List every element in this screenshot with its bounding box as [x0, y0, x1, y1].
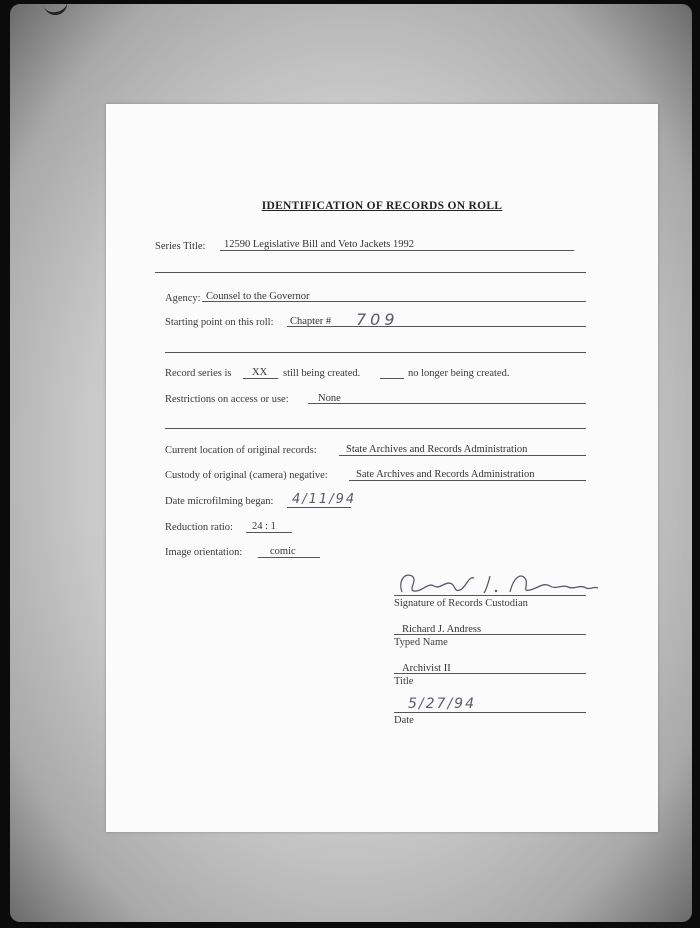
starting-point-line-2 [165, 352, 586, 353]
form-heading: IDENTIFICATION OF RECORDS ON ROLL [261, 200, 503, 212]
date-began-handwritten: 4/11/94 [292, 492, 357, 507]
custody-line [349, 480, 586, 481]
restrictions-value: None [318, 393, 341, 404]
typed-name-label: Typed Name [394, 637, 448, 648]
record-series-still-line [243, 378, 278, 379]
orientation-line [258, 557, 320, 558]
record-series-still-label: still being created. [283, 368, 361, 379]
reduction-value: 24 : 1 [252, 521, 276, 532]
custody-value: Sate Archives and Records Administration [356, 469, 535, 480]
date-began-line [287, 507, 351, 508]
current-location-line [339, 455, 586, 456]
current-location-label: Current location of original records: [165, 445, 317, 456]
restrictions-line-2 [165, 428, 586, 429]
record-series-label: Record series is [165, 368, 232, 379]
agency-label: Agency: [165, 293, 201, 304]
reduction-line [246, 532, 292, 533]
agency-line [202, 301, 586, 302]
starting-point-label: Starting point on this roll: [165, 317, 274, 328]
orientation-value: comic [270, 546, 296, 557]
series-title-label: Series Title: [155, 241, 206, 252]
date-handwritten: 5/27/94 [408, 696, 476, 712]
current-location-value: State Archives and Records Administration [346, 444, 528, 455]
title-label: Title [394, 676, 414, 687]
signature-line [394, 595, 586, 596]
custody-label: Custody of original (camera) negative: [165, 470, 328, 481]
record-series-no-longer-line [380, 378, 404, 379]
title-line [394, 673, 586, 674]
restrictions-line [308, 403, 586, 404]
series-title-line-2 [155, 272, 586, 273]
signature-label: Signature of Records Custodian [394, 598, 528, 609]
restrictions-label: Restrictions on access or use: [165, 394, 289, 405]
date-line [394, 712, 586, 713]
typed-name-value: Richard J. Andress [402, 624, 482, 635]
agency-value: Counsel to the Governor [206, 291, 310, 302]
starting-point-value: Chapter # [290, 316, 332, 327]
frame-mark [42, 0, 69, 17]
form-sheet [106, 104, 658, 832]
record-series-no-longer-label: no longer being created. [408, 368, 510, 379]
date-began-label: Date microfilming began: [165, 496, 274, 507]
date-label: Date [394, 715, 414, 726]
reduction-label: Reduction ratio: [165, 522, 233, 533]
microfilm-frame [10, 4, 692, 922]
starting-point-handwritten: 709 [356, 310, 399, 329]
record-series-still-value: XX [252, 367, 268, 378]
series-title-line [220, 250, 574, 251]
orientation-label: Image orientation: [165, 547, 243, 558]
series-title-value: 12590 Legislative Bill and Veto Jackets 1992 [224, 239, 414, 250]
typed-name-line [394, 634, 586, 635]
starting-point-line [287, 326, 586, 327]
title-value: Archivist II [402, 663, 451, 674]
